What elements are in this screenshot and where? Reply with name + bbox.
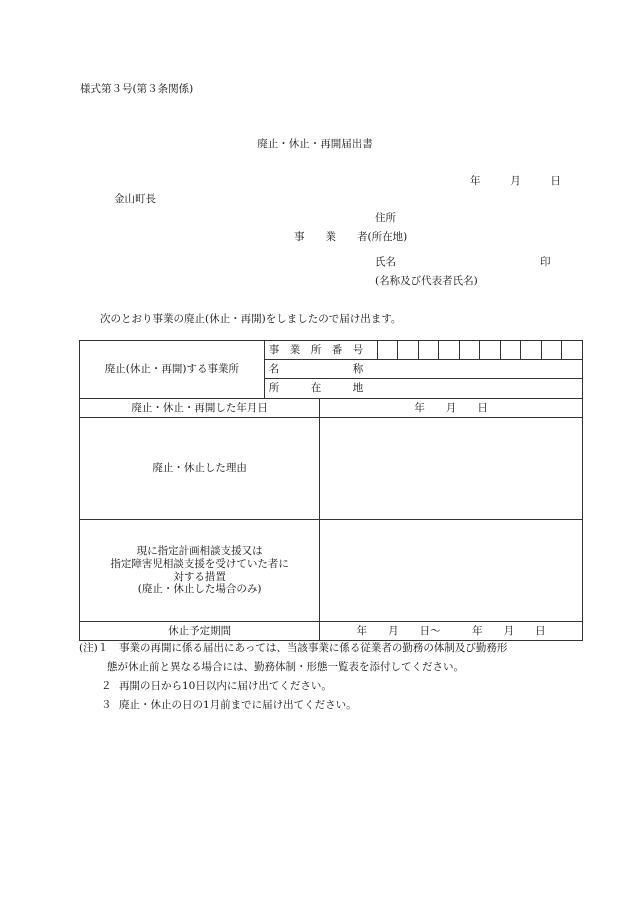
note-1-continued bbox=[79, 659, 599, 678]
measures-label-line-4: (廃止・休止した場合のみ) bbox=[137, 583, 262, 596]
note-1-line-1: 事業の再開に係る届出にあっては、当該事業に係る従業者の勤務の体制及び勤務形 bbox=[119, 642, 508, 654]
name-label: 氏名 bbox=[375, 256, 396, 268]
note-3 bbox=[79, 697, 599, 716]
date-day-label: 日 bbox=[550, 175, 561, 187]
business-number-digit-1[interactable] bbox=[377, 341, 398, 360]
address-label: 住所 bbox=[375, 212, 396, 224]
measures-row bbox=[80, 520, 583, 622]
intro-statement: 次のとおり事業の廃止(休止・再開)をしましたので届け出ます。 bbox=[100, 313, 402, 325]
business-number-digit-9[interactable] bbox=[541, 341, 562, 360]
note-2-text: 再開の日から10日以内に届け出てください。 bbox=[119, 680, 332, 692]
date-row bbox=[80, 399, 583, 418]
notification-form-table bbox=[79, 340, 583, 641]
business-name-field[interactable]: 名 称 bbox=[264, 360, 582, 379]
notes-section bbox=[79, 640, 599, 716]
business-number-digit-3[interactable] bbox=[418, 341, 439, 360]
period-value[interactable]: 年 月 日～ 年 月 日 bbox=[320, 622, 583, 641]
document-title: 廃止・休止・再開届出書 bbox=[257, 138, 373, 150]
business-number-label: 事 業 所 番 号 bbox=[264, 341, 377, 360]
date-row-value[interactable]: 年 月 日 bbox=[320, 399, 583, 418]
business-number-digit-10[interactable] bbox=[562, 341, 583, 360]
measures-label-line-1: 現に指定計画相談支援又は bbox=[136, 545, 263, 558]
business-number-digit-2[interactable] bbox=[398, 341, 419, 360]
operator-label: 事 業 者(所在地) bbox=[294, 231, 408, 243]
period-label: 休止予定期間 bbox=[80, 622, 320, 641]
note-2 bbox=[79, 678, 599, 697]
measures-label-line-3: 対する措置 bbox=[173, 570, 226, 583]
submission-date bbox=[470, 176, 561, 187]
note-1-line-2: 態が休止前と異なる場合には、勤務体制・形態一覧表を添付してください。 bbox=[107, 661, 464, 673]
form-number: 様式第３号(第３条関係) bbox=[80, 83, 194, 95]
business-number-digit-6[interactable] bbox=[480, 341, 501, 360]
business-number-digit-7[interactable] bbox=[500, 341, 521, 360]
measures-label bbox=[80, 520, 320, 622]
business-section-label: 廃止(休止・再開)する事業所 bbox=[80, 341, 265, 399]
business-number-digit-4[interactable] bbox=[439, 341, 460, 360]
reason-label: 廃止・休止した理由 bbox=[80, 418, 320, 520]
measures-field[interactable] bbox=[320, 520, 583, 622]
measures-label-line-2: 指定障害児相談支援を受けていた者に bbox=[110, 557, 289, 570]
business-number-digit-8[interactable] bbox=[521, 341, 542, 360]
note-prefix: (注)１ bbox=[79, 642, 109, 654]
reason-field[interactable] bbox=[320, 418, 583, 520]
business-location-field[interactable]: 所 在 地 bbox=[264, 379, 582, 399]
date-year-label: 年 bbox=[470, 175, 481, 187]
seal-mark: 印 bbox=[540, 256, 551, 268]
note-3-number: ３ bbox=[101, 699, 112, 711]
note-1 bbox=[79, 640, 599, 659]
business-number-row bbox=[80, 341, 583, 360]
date-row-label: 廃止・休止・再開した年月日 bbox=[80, 399, 320, 418]
note-2-number: ２ bbox=[101, 680, 112, 692]
business-number-digit-5[interactable] bbox=[459, 341, 480, 360]
addressee: 金山町長 bbox=[114, 193, 156, 205]
reason-row bbox=[80, 418, 583, 520]
date-month-label: 月 bbox=[510, 175, 521, 187]
period-row bbox=[80, 622, 583, 641]
name-note: (名称及び代表者氏名) bbox=[375, 275, 478, 287]
note-3-text: 廃止・休止の日の1月前までに届け出てください。 bbox=[119, 699, 357, 711]
